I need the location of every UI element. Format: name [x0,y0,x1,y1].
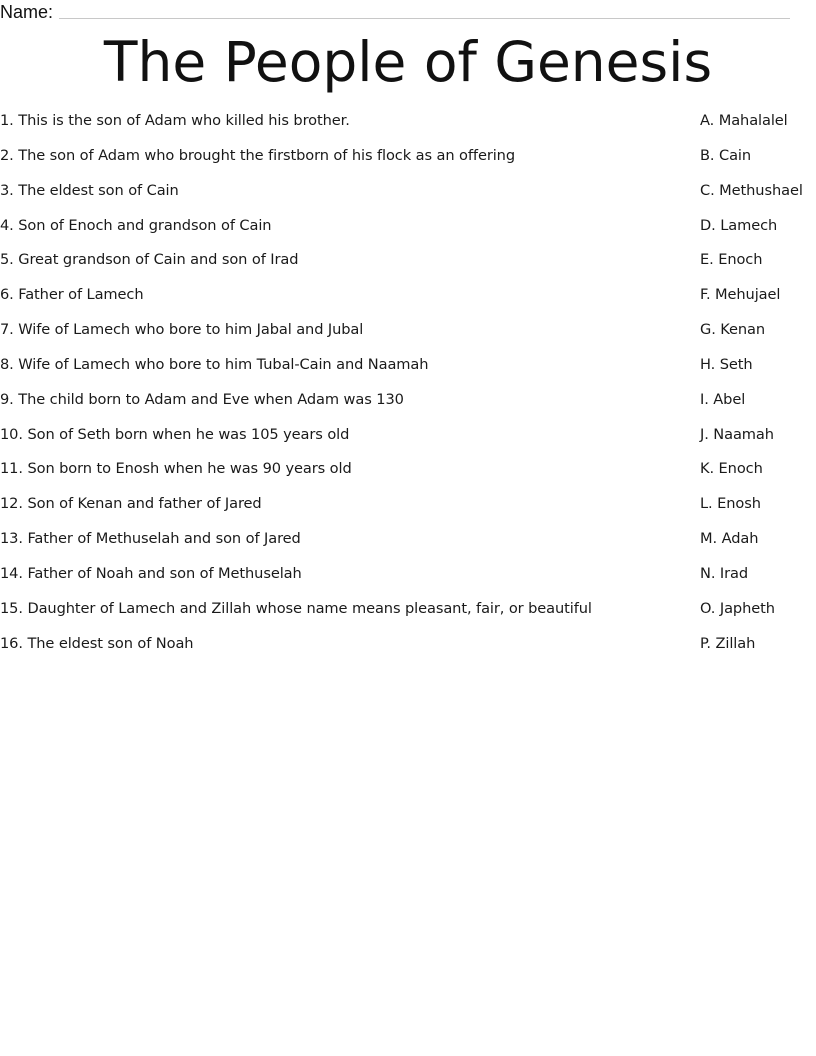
question-item: 3. The eldest son of Cain [0,181,179,199]
answer-item: N. Irad [700,564,749,582]
answer-list [700,109,816,667]
name-row [0,0,790,22]
question-item: 13. Father of Methuselah and son of Jared [0,530,301,548]
answer-item: L. Enosh [700,495,761,513]
answer-item: D. Lamech [700,216,778,234]
page-title: The People of Genesis [103,30,713,94]
answer-item: F. Mehujael [700,286,781,304]
question-item: 8. Wife of Lamech who bore to him Tubal-Cain and Naamah [0,355,429,373]
question-item: 6. Father of Lamech [0,286,144,304]
question-item: 15. Daughter of Lamech and Zillah whose name means pleasant, fair, or beautiful [0,599,592,617]
question-item: 5. Great grandson of Cain and son of Irad [0,251,299,269]
answer-item: M. Adah [700,530,759,548]
answer-item: C. Methushael [700,181,803,199]
question-item: 2. The son of Adam who brought the firstborn of his flock as an offering [0,146,515,164]
answer-item: H. Seth [700,355,753,373]
question-item: 11. Son born to Enosh when he was 90 years old [0,460,352,478]
question-item: 14. Father of Noah and son of Methuselah [0,564,302,582]
answer-item: B. Cain [700,146,752,164]
answer-item: O. Japheth [700,599,775,617]
question-item: 16. The eldest son of Noah [0,634,194,652]
question-item: 9. The child born to Adam and Eve when Adam was 130 [0,390,404,408]
answer-item: E. Enoch [700,251,763,269]
question-list [0,109,680,667]
name-label: Name: [0,2,54,22]
answer-item: P. Zillah [700,634,756,652]
answer-item: A. Mahalalel [700,112,788,129]
answer-item: I. Abel [700,390,746,408]
answer-item: J. Naamah [700,425,774,443]
question-item: 4. Son of Enoch and grandson of Cain [0,216,272,234]
question-item: 12. Son of Kenan and father of Jared [0,495,262,513]
answer-item: K. Enoch [700,460,763,478]
name-field-line[interactable] [59,17,790,19]
question-item: 1. This is the son of Adam who killed his brother. [0,112,350,129]
question-item: 10. Son of Seth born when he was 105 years old [0,425,350,443]
question-item: 7. Wife of Lamech who bore to him Jabal and Jubal [0,321,364,339]
answer-item: G. Kenan [700,321,766,339]
